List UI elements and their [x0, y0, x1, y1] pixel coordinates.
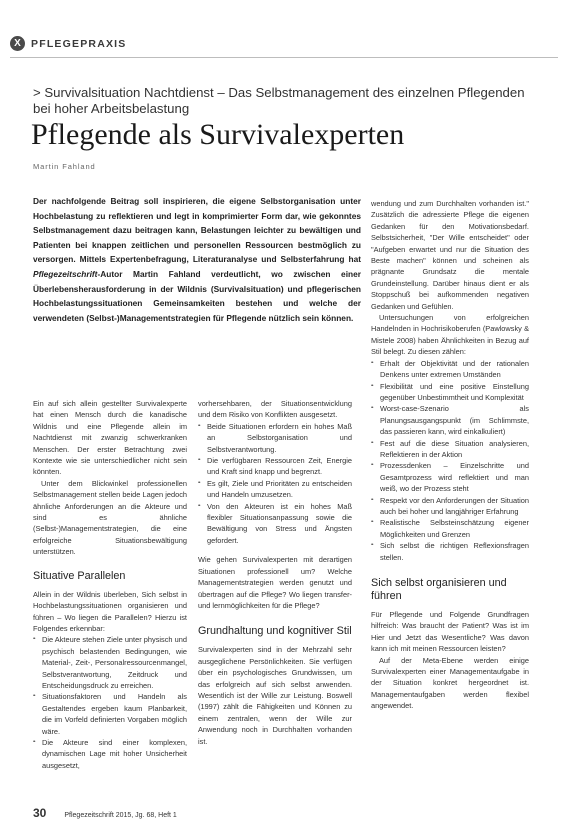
article-kicker: > Survivalsituation Nachtdienst – Das Selbstmanagement des einzelnen Pflegenden bei hoher Arbeitsbelastung: [33, 85, 525, 116]
intro-paragraph-1: Ein auf sich allein gestellter Survivalexperte hat einen Mensch durch die kanadische Wildnis und eine Pflegende allein im Nachtdienst mit zwanzig schwerkranken Menschen. Der erster Betrachtung zwei Kontexte wie sie unterschiedlicher nicht sein könnten.: [33, 399, 187, 477]
situative-bullet-list: [33, 634, 187, 771]
grundhaltung-paragraph: Survivalexperten sind in der Mehrzahl sehr ausgeglichene Persönlichkeiten. Sie verfügen über ein psychologisches Grundwissen, um das erfolgreich auf sich selbst anwenden. Wesentlich ist der Wille zur Leistung. Boswell (1997) zählt die Fähigkeiten und Können zu einem zentralen, wenn der Wille zur Anwendung noch in Durchhalten vorhanden ist.: [198, 645, 352, 746]
lead-part1: Der nachfolgende Beitrag soll inspirieren, die eigene Selbstorganisation unter Hochbelastung zu reflektieren und legt in komprimierter Form dar, wie gekonntes Selbstmanagement dazu beitragen kann, Belastungen leichter zu bewältigen und Patienten bei knappen zeitlichen und personellen Ressourcen bestmöglich zu versorgen. Mittels Expertenbefragung, Literaturanalyse und Selbsterfahrung hat: [33, 196, 361, 265]
column-3-top-paragraph: wendung und zum Durchhalten vorhanden ist." Zusätzlich die adressierte Pflege die eigenen Gedanken für den Motivationsbedarf. Selbstsicherheit, "Der Wille entscheidet" oder "Aufgeben erwartet und nur die Situation des Beste machen" können und scheinen als prägnante Grundsatz die mentale Grundeinstellung. Darüber hinaus dient er als Stoppschuß bei aufkommenden negativen Gedanken und Gefühlen.: [371, 199, 529, 311]
article-author: Martin Fahland: [33, 162, 96, 171]
list-item: •• Erhalt der Objektivität und der rationalen Denkens unter extremen Umständen: [371, 358, 529, 381]
continuation-paragraph: vorhersehbaren, der Situationsentwicklung und dem Risiko von Konflikten ausgesetzt.: [198, 399, 352, 420]
column-3: [371, 198, 529, 712]
transfer-paragraph: Wie gehen Survivalexperten mit derartigen Situationen professionell um? Welche Managementstrategien werden genutzt und übertragen auf die Pflege? Wo liegen transfer- und lernmöglichkeiten für die Pflege?: [198, 555, 352, 610]
page-number: 30: [33, 806, 47, 820]
article-lead: [33, 194, 361, 325]
lead-part2: -Autor Martin Fahland verdeutlicht, wo zwischen einer Überlebensherausforderung in der Wildnis (Survivalsituation) und pflegerischen Hochbelastungssituationen Gemeinsamkeiten bestehen und welche der verwendeten (Selbst-)Managementstrategien für Pflegende nützlich sein können.: [33, 268, 361, 323]
list-item: •• Sich selbst die richtigen Reflexionsfragen stellen.: [371, 540, 529, 563]
lead-journal-name: Pflegezeitschrift: [33, 268, 98, 279]
column-2: [198, 398, 352, 747]
list-item: •• Prozessdenken – Einzelschritte und Gesamtprozess wird reflektiert und man weiß, wo der Prozess steht: [371, 460, 529, 494]
list-item: •• Flexibilität und eine positive Einstellung gegenüber Unbestimmtheit und Komplexität: [371, 381, 529, 404]
header-divider: [10, 57, 558, 58]
section-header: [10, 36, 127, 51]
parallels-bullet-list: [198, 421, 352, 546]
list-item: •• Die verfügbaren Ressourcen Zeit, Energie und Kraft sind knapp und begrenzt.: [198, 455, 352, 478]
list-item: •• Es gilt, Ziele und Prioritäten zu entscheiden und Handeln umzusetzen.: [198, 478, 352, 501]
list-item: •• Die Akteure stehen Ziele unter physisch und psychisch belastenden Bedingungen, wie Material-, Zeit-, Personalressourcenmangel, Selbstverantwortung, Zeitdruck und Entscheidungsdruck zu erreichen.: [33, 634, 187, 691]
intro-paragraph-2: Unter dem Blickwinkel professionellen Selbstmanagement stellen beide Lagen jedoch ähnliche Anforderungen an die Akteure und sind es ähnliche (Selbst-)Managementstrategien, die eine erfolgreiche Situationsbewältigung unterstützen.: [33, 478, 187, 557]
heading-grundhaltung: Grundhaltung und kognitiver Stil: [198, 625, 352, 638]
section-label: PFLEGEPRAXIS: [31, 37, 127, 50]
page-footer: [33, 806, 177, 820]
heading-selbst-organisieren: Sich selbst organisieren und führen: [371, 577, 507, 602]
list-item: •• Von den Akteuren ist ein hohes Maß flexibler Situationsanpassung sowie die Bewältigung von Stress und Ängsten gefordert.: [198, 501, 352, 547]
studies-paragraph: Untersuchungen von erfolgreichen Handelnden in Hochrisikoberufen (Pawlowsky & Mistele 2008) haben Ähnlichkeiten in Bezug auf Stil belegt. Zu diesen zählen:: [371, 313, 529, 357]
column-1: [33, 398, 187, 771]
list-item: •• Respekt vor den Anforderungen der Situation auch bei hoher und langjähriger Erfahrung: [371, 495, 529, 518]
journal-citation: Pflegezeitschrift 2015, Jg. 68, Heft 1: [64, 812, 177, 819]
situative-paragraph: Allein in der Wildnis überleben, Sich selbst in Hochbelastungssituationen organisieren und führen – Wo liegen die Parallelen? Hierzu ist Folgendes erkennbar:: [33, 589, 187, 633]
list-item: •• Die Akteure sind einer komplexen, dynamischen Lage mit hoher Unsicherheit ausgesetzt,: [33, 737, 187, 771]
list-item: •• Worst-case-Szenario als Planungsausgangspunkt (im Schlimmste, das passieren kann, wird einkalkuliert): [371, 403, 529, 437]
list-item: •• Fest auf die diese Situation analysieren, Reflektieren in der Aktion: [371, 438, 529, 461]
selbst-paragraph-1: Für Pflegende und Folgende Grundfragen hilfreich: Was braucht der Patient? Was ist im Hier und Jetzt das Wesentliche? Was davon kann ich mit meinen Ressourcen leisten?: [371, 610, 529, 654]
article-title: Pflegende als Survivalexperten: [31, 118, 405, 151]
list-item: •• Situationsfaktoren und Handeln als Gestaltendes ergeben kaum Planbarkeit, die im Vorfeld definierten Vorgaben möglich wäre.: [33, 691, 187, 737]
list-item: •• Beide Situationen erfordern ein hohes Maß an Selbstorganisation und Selbstverantwortung.: [198, 421, 352, 455]
selbst-paragraph-2: Auf der Meta-Ebene werden einige Survivalexperten einer Managementaufgabe in der Situation konkret hergeordnet ist. Managementaufgaben werden flexibel angewendet.: [371, 655, 529, 711]
list-item: •• Realistische Selbsteinschätzung eigener Möglichkeiten und Grenzen: [371, 517, 529, 540]
heading-situative-parallelen: Situative Parallelen: [33, 569, 126, 582]
section-x-icon: X: [10, 36, 25, 51]
studies-bullet-list: [371, 358, 529, 563]
